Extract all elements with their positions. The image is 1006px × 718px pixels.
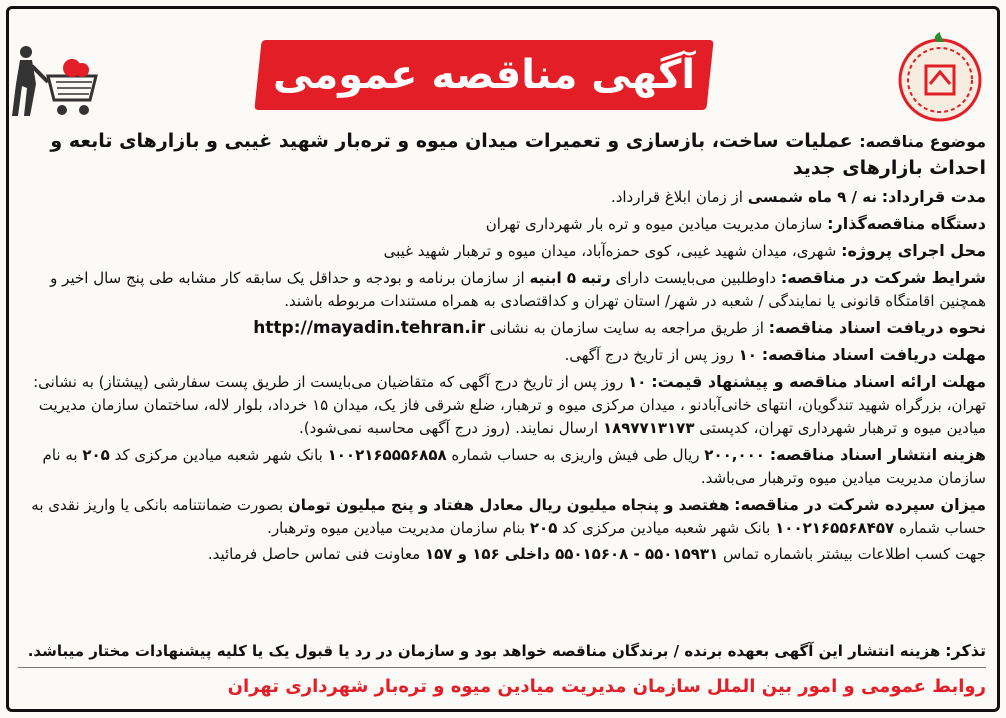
deposit-account: ۱۰۰۲۱۶۵۵۶۸۴۵۷	[775, 519, 895, 537]
deposit-code: ۲۰۵	[529, 519, 558, 537]
location-label: محل اجرای پروژه:	[841, 241, 986, 260]
subject-row	[18, 128, 986, 181]
subject-value: عملیات ساخت، بازسازی و تعمیرات میدان میوه و تره‌بار شهید غیبی و بازارهای تابعه و احداث بازارهای جدید	[50, 130, 986, 179]
org-label: دستگاه مناقصه‌گذار:	[827, 214, 986, 233]
docs-deadline-days: ۱۰	[738, 346, 757, 364]
conditions-rank: رتبه ۵ ابنیه	[529, 269, 611, 287]
subject-label: موضوع مناقصه:	[859, 132, 986, 151]
divider	[18, 667, 986, 668]
note-label: تذکر:	[945, 641, 986, 660]
location-row	[18, 239, 986, 263]
deposit-text-2: بانک شهر شعبه میادین مرکزی کد	[562, 519, 771, 537]
contact-phones: ۵۵۰۱۵۹۳۱ - ۵۵۰۱۵۶۰۸ داخلی ۱۵۶ و ۱۵۷	[424, 545, 719, 563]
duration-value: نه / ۹ ماه شمسی	[747, 188, 877, 206]
contact-text-2: معاونت فنی تماس حاصل فرمائید.	[207, 545, 421, 563]
conditions-row	[18, 266, 986, 313]
note-value: هزینه انتشار این آگهی بعهده برنده / برندگان مناقصه خواهد بود و سازمان در رد یا قبول یک یا کلیه پیشنهادات مختار میباشد.	[27, 642, 941, 660]
tehran-municipality-logo-icon	[892, 28, 988, 124]
note-row	[18, 640, 986, 662]
submit-value: روز پس از تاریخ درج آگهی که متقاضیان می‌بایست از طریق پست سفارشی (پیشتاز) به نشانی: تهران، بزرگراه شهید تندگویان، انتهای خانی‌آبادنو ، میدان مرکزی میوه و ترهبار، ضلع شرقی فاز یک، میدان ۱۵ خرداد، بلوار لاله، ساختمان سازمان مدیریت میادین میوه و ترهبار شهرداری تهران، کدپستی	[33, 373, 986, 437]
fee-text-1: ریال طی فیش واریزی به حساب شماره	[451, 446, 700, 464]
ad-title-banner	[254, 40, 713, 110]
location-value: شهری، میدان شهید غیبی، کوی حمزه‌آباد، میدان میوه و ترهبار شهید غیبی	[383, 242, 837, 260]
conditions-text-1: داوطلبین می‌بایست دارای	[615, 269, 777, 287]
contact-row	[18, 543, 986, 566]
submit-row	[18, 370, 986, 440]
deposit-row	[18, 493, 986, 540]
org-row	[18, 212, 986, 236]
docs-method-label: نحوه دریافت اسناد مناقصه:	[768, 318, 986, 337]
duration-suffix: از زمان ابلاغ قرارداد.	[610, 188, 743, 206]
docs-method-value: از طریق مراجعه به سایت سازمان به نشانی	[489, 319, 764, 337]
deposit-amount: هفتصد و پنجاه میلیون ریال معادل هفتاد و پنج میلیون تومان	[287, 496, 730, 514]
deposit-label: میزان سپرده شرکت در مناقصه:	[734, 495, 986, 514]
submit-postal-code: ۱۸۹۷۷۱۳۱۷۳	[602, 419, 695, 437]
deposit-text-3: بنام سازمان مدیریت میادین میوه وترهبار.	[267, 519, 526, 537]
fee-label: هزینه انتشار اسناد مناقصه:	[769, 445, 986, 464]
duration-label: مدت قرارداد:	[881, 187, 986, 206]
ad-body	[18, 128, 986, 569]
fee-text-2: بانک شهر شعبه میادین مرکزی کد	[114, 446, 323, 464]
docs-method-row	[18, 316, 986, 340]
ad-title: آگهی مناقصه عمومی	[272, 52, 696, 98]
docs-deadline-value: روز پس از تاریخ درج آگهی.	[564, 346, 734, 364]
org-value: سازمان مدیریت میادین میوه و تره بار شهرداری تهران	[485, 215, 823, 233]
docs-deadline-label: مهلت دریافت اسناد مناقصه:	[761, 345, 986, 364]
fee-text-3: به نام سازمان مدیریت میادین میوه وترهبار می‌باشد.	[42, 446, 986, 487]
conditions-label: شرایط شرکت در مناقصه:	[780, 268, 986, 287]
conditions-text-2: از سازمان برنامه و بودجه و حداقل یک سابقه کار مشابه طی پنج سال اخیر و همچنین اقامتگاه قانونی یا نمایندگی / شعبه در شهر/ استان تهران و کداقتصادی به همراه مستندات مربوطه باشند.	[50, 269, 986, 310]
footer-credit: روابط عمومی و امور بین الملل سازمان مدیریت میادین میوه و تره‌بار شهرداری تهران	[227, 676, 986, 697]
ad-header	[0, 14, 1006, 124]
fee-account: ۱۰۰۲۱۶۵۵۵۶۸۵۸	[327, 446, 447, 464]
submit-tail: ارسال نمایند. (روز درج آگهی محاسبه نمی‌شود).	[299, 419, 599, 437]
docs-url-link[interactable]: http://mayadin.tehran.ir	[253, 318, 486, 338]
submit-label: مهلت ارائه اسناد مناقصه و پیشنهاد قیمت:	[651, 372, 986, 391]
duration-row	[18, 185, 986, 209]
fee-amount: ۲۰۰,۰۰۰	[704, 446, 765, 464]
fee-row	[18, 443, 986, 490]
fee-code: ۲۰۵	[82, 446, 110, 464]
submit-days: ۱۰	[628, 373, 647, 391]
docs-deadline-row	[18, 343, 986, 367]
contact-text-1: جهت کسب اطلاعات بیشتر باشماره تماس	[723, 545, 986, 563]
shopping-cart-icon	[12, 42, 102, 122]
deposit-text-1: بصورت ضمانتنامه بانکی یا واریز نقدی به حساب شماره	[31, 496, 986, 537]
